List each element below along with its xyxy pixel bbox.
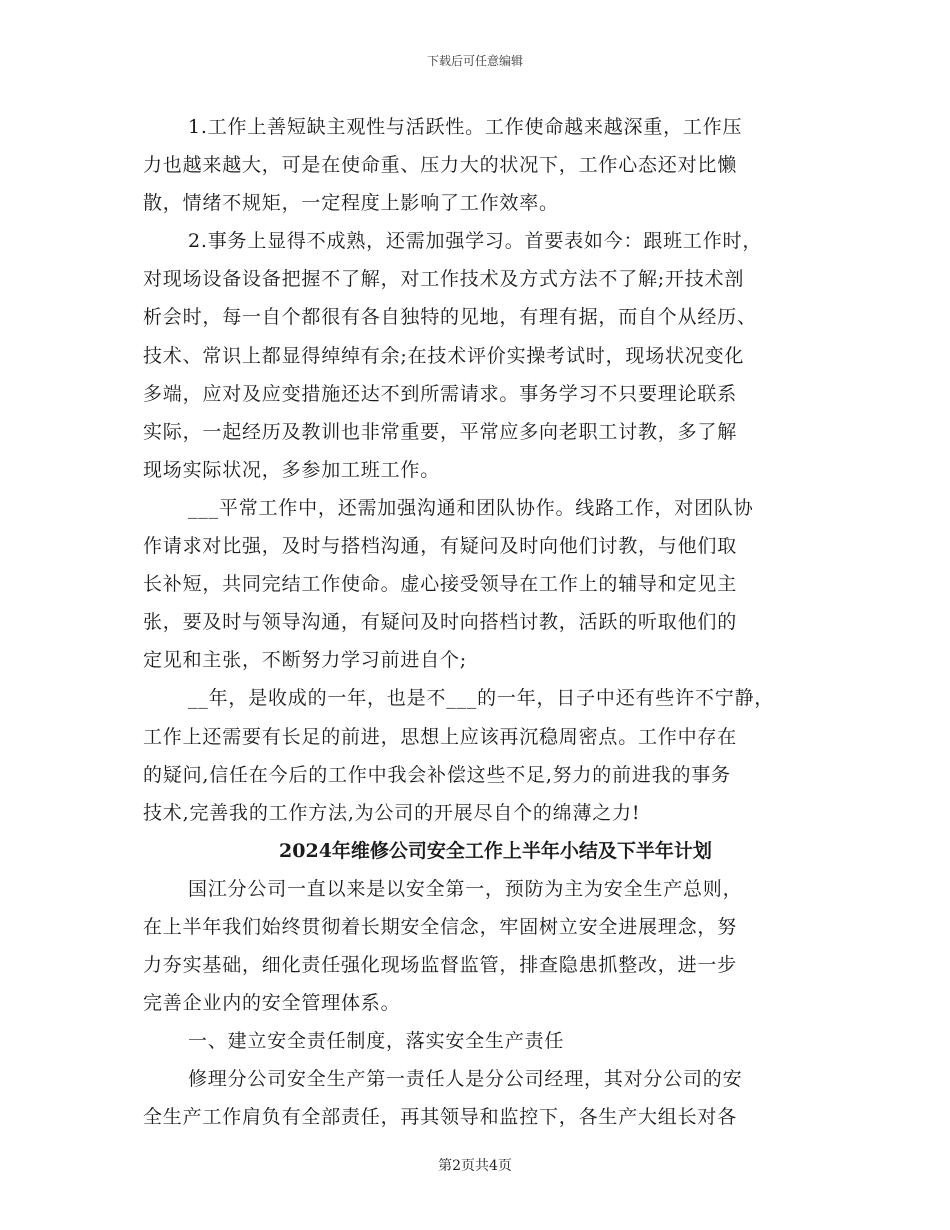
page-header: 下载后可任意编辑 xyxy=(426,54,523,68)
paragraph-line: 张，要及时与领导沟通，有疑问及时向搭档讨教，活跃的听取他们的 xyxy=(143,611,738,634)
paragraph-line: 散，情绪不规矩，一定程度上影响了工作效率。 xyxy=(143,192,559,215)
page-footer: 第2页共4页 xyxy=(438,1158,512,1174)
paragraph-line: 力夯实基础，细化责任强化现场监督监管，排查隐患抓整改，进一步 xyxy=(143,954,738,977)
paragraph-line: 现场实际状况，多参加工班工作。 xyxy=(143,458,441,481)
paragraph-line: 实际，一起经历及教训也非常重要，平常应多向老职工讨教，多了解 xyxy=(143,420,738,443)
paragraph-line: 完善企业内的安全管理体系。 xyxy=(143,992,401,1015)
paragraph-line: 技术、常识上都显得绰绰有余;在技术评价实操考试时，现场状况变化 xyxy=(143,344,745,367)
paragraph-line: 修理分公司安全生产第一责任人是分公司经理，其对分公司的安 xyxy=(188,1068,743,1091)
paragraph-line: 析会时，每一自个都很有各自独特的见地，有理有据，而自个从经历、 xyxy=(143,306,757,329)
section-title: 2024年维修公司安全工作上半年小结及下半年计划 xyxy=(279,839,712,862)
paragraph-line: 对现场设备设备把握不了解，对工作技术及方式方法不了解;开技术剖 xyxy=(143,268,745,291)
paragraph-line: 在上半年我们始终贯彻着长期安全信念，牢固树立安全进展理念，努 xyxy=(143,915,738,938)
paragraph-line: 多端，应对及应变措施还达不到所需请求。事务学习不只要理论联系 xyxy=(143,382,738,405)
paragraph-line: 技术,完善我的工作方法,为公司的开展尽自个的绵薄之力! xyxy=(143,801,641,824)
paragraph-line: ___平常工作中，还需加强沟通和团队协作。线路工作，对团队协 xyxy=(188,496,754,519)
paragraph-line: 2.事务上显得不成熟，还需加强学习。首要表如今：跟班工作时， xyxy=(188,230,763,253)
section-heading: 一、建立安全责任制度，落实安全生产责任 xyxy=(188,1030,565,1053)
paragraph-line: 工作上还需要有长足的前进，思想上应该再沉稳周密点。工作中存在 xyxy=(143,725,738,748)
paragraph-line: 的疑问,信任在今后的工作中我会补偿这些不足,努力的前进我的事务 xyxy=(143,763,731,786)
paragraph-line: 力也越来越大，可是在使命重、压力大的状况下，工作心态还对比懒 xyxy=(143,154,738,177)
paragraph-line: 长补短，共同完结工作使命。虚心接受领导在工作上的辅导和定见主 xyxy=(143,573,738,596)
document-body xyxy=(143,112,818,1141)
paragraph-line: 定见和主张，不断努力学习前进自个; xyxy=(143,649,468,672)
paragraph-line: 全生产工作肩负有全部责任，再其领导和监控下，各生产大组长对各 xyxy=(143,1106,738,1129)
paragraph-line: 作请求对比强，及时与搭档沟通，有疑问及时向他们讨教，与他们取 xyxy=(143,535,738,558)
paragraph-line: __年，是收成的一年，也是不___的一年，日子中还有些许不宁静， xyxy=(188,687,775,710)
paragraph-line: 国江分公司一直以来是以安全第一，预防为主为安全生产总则， xyxy=(188,877,743,900)
paragraph-line: 1.工作上善短缺主观性与活跃性。工作使命越来越深重，工作压 xyxy=(188,116,743,138)
